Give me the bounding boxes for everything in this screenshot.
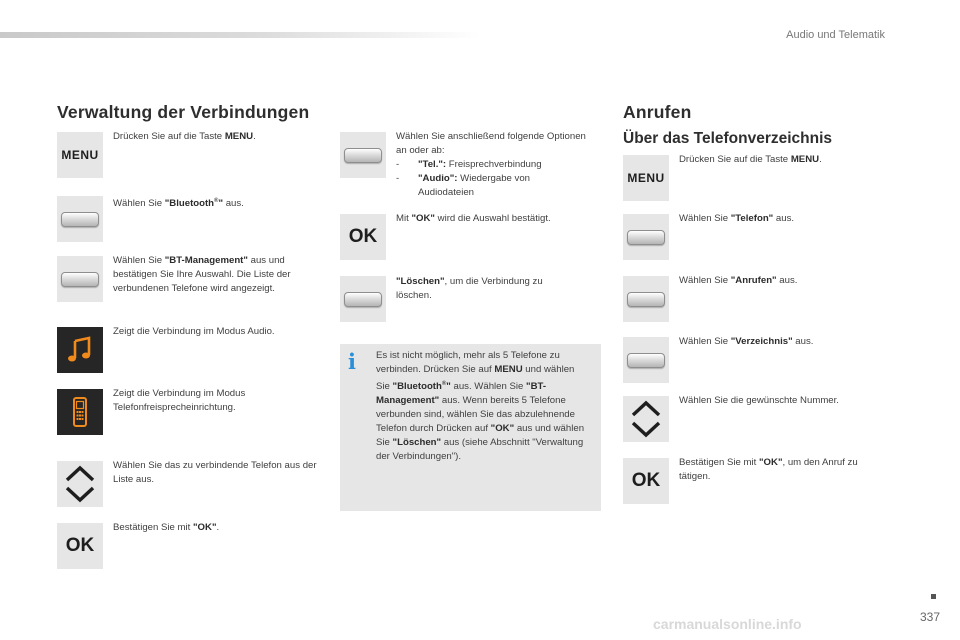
options-intro: Wählen Sie anschließend folgende Optionen an oder ab: — [396, 131, 586, 156]
left-step-2-text: Wählen Sie "Bluetooth®" aus. — [113, 198, 244, 210]
mobile-phone-icon — [57, 389, 103, 435]
delete-text: "Löschen", um die Verbindung zu löschen. — [396, 276, 543, 301]
select-button-icon — [57, 256, 103, 302]
info-icon: i — [348, 349, 356, 374]
up-down-arrows-icon — [57, 461, 103, 507]
section-title: Audio und Telematik — [786, 29, 885, 41]
left-step-4-text: Zeigt die Verbindung im Modus Audio. — [113, 326, 275, 337]
select-button-icon — [340, 132, 386, 178]
option-audio: - "Audio": Wiedergabe von Audiodateien — [396, 173, 530, 198]
info-text: Es ist nicht möglich, mehr als 5 Telefone zu verbinden. Drücken Sie auf MENU und wählen Sie "Bluetooth®" aus. Wählen Sie "BT-Management" aus. Wenn bereits 5 Telefone verbunden sind, wählen Sie das abzulehnende Telefon durch Drücken auf "OK" aus und wählen Sie "Löschen" aus (siehe Abschnitt "Verwaltung der Verbindungen"). — [376, 350, 585, 463]
select-button-icon — [623, 276, 669, 322]
select-button-icon — [57, 196, 103, 242]
left-step-7-text: Bestätigen Sie mit "OK". — [113, 522, 220, 533]
ok-button-icon: OK — [340, 214, 386, 260]
right-heading: Anrufen — [623, 102, 692, 122]
header-gradient-bar — [0, 32, 480, 38]
info-box — [340, 344, 601, 511]
select-button-icon — [623, 214, 669, 260]
up-down-arrows-icon — [623, 396, 669, 442]
page-number: 337 — [919, 610, 940, 624]
options-text — [396, 130, 586, 200]
ok-confirm-text: Mit "OK" wird die Auswahl bestätigt. — [396, 213, 551, 224]
select-button-icon — [340, 276, 386, 322]
right-step-5-text: Wählen Sie die gewünschte Nummer. — [679, 395, 839, 406]
right-step-4-text: Wählen Sie "Verzeichnis" aus. — [679, 336, 814, 347]
left-step-3-text: Wählen Sie "BT-Management" aus und bestätigen Sie Ihre Auswahl. Die Liste der verbundenen Telefone wird angezeigt. — [113, 255, 291, 294]
right-step-2-text: Wählen Sie "Telefon" aus. — [679, 213, 795, 224]
right-step-6-text: Bestätigen Sie mit "OK", um den Anruf zu tätigen. — [679, 457, 858, 482]
left-heading: Verwaltung der Verbindungen — [57, 102, 310, 122]
left-step-6-text: Wählen Sie das zu verbindende Telefon aus der Liste aus. — [113, 460, 317, 485]
right-step-1-text: Drücken Sie auf die Taste MENU. — [679, 154, 822, 165]
right-step-3-text: Wählen Sie "Anrufen" aus. — [679, 275, 798, 286]
select-button-icon — [623, 337, 669, 383]
left-step-1-text: Drücken Sie auf die Taste MENU. — [113, 131, 256, 142]
page-dot — [931, 594, 936, 599]
menu-button-icon: MENU — [623, 155, 669, 201]
ok-button-icon: OK — [623, 458, 669, 504]
left-step-5-text: Zeigt die Verbindung im Modus Telefonfreisprecheinrichtung. — [113, 388, 246, 413]
watermark: carmanualsonline.info — [653, 616, 802, 632]
menu-button-icon: MENU — [57, 132, 103, 178]
right-subheading: Über das Telefonverzeichnis — [623, 130, 833, 147]
option-tel: - "Tel.": Freisprechverbindung — [396, 159, 542, 170]
ok-button-icon: OK — [57, 523, 103, 569]
music-note-icon — [57, 327, 103, 373]
